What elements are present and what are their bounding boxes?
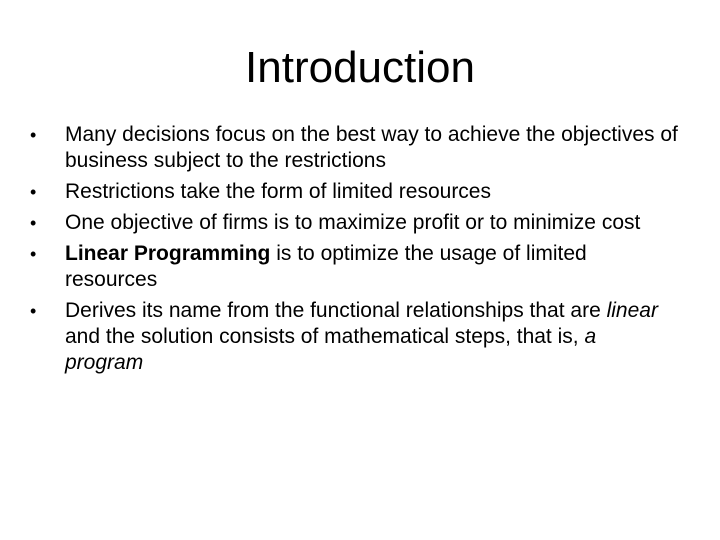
bullet-marker: • bbox=[30, 301, 37, 321]
bullet-list bbox=[30, 122, 680, 381]
bullet-text: One objective of firms is to maximize profit or to minimize cost bbox=[65, 211, 641, 234]
bullet-bold-term: Linear Programming bbox=[65, 242, 271, 265]
bullet-marker: • bbox=[30, 125, 37, 145]
bullet-marker: • bbox=[30, 213, 37, 233]
bullet-text: and the solution consists of mathematical steps, that is, bbox=[65, 325, 585, 348]
slide-title: Introduction bbox=[245, 43, 475, 92]
bullet-item bbox=[30, 210, 680, 236]
bullet-text: Restrictions take the form of limited resources bbox=[65, 180, 491, 203]
bullet-item bbox=[30, 241, 680, 293]
bullet-item bbox=[30, 122, 680, 174]
bullet-item bbox=[30, 179, 680, 205]
bullet-text: is to optimize the usage of limited resources bbox=[65, 242, 587, 291]
bullet-italic-term: a program bbox=[65, 325, 597, 374]
bullet-italic-term: linear bbox=[606, 299, 658, 322]
bullet-text: Many decisions focus on the best way to achieve the objectives of business subject to the restrictions bbox=[65, 123, 678, 172]
bullet-text: Derives its name from the functional relationships that are bbox=[65, 299, 607, 322]
bullet-marker: • bbox=[30, 182, 37, 202]
bullet-item bbox=[30, 298, 680, 376]
bullet-marker: • bbox=[30, 244, 37, 264]
